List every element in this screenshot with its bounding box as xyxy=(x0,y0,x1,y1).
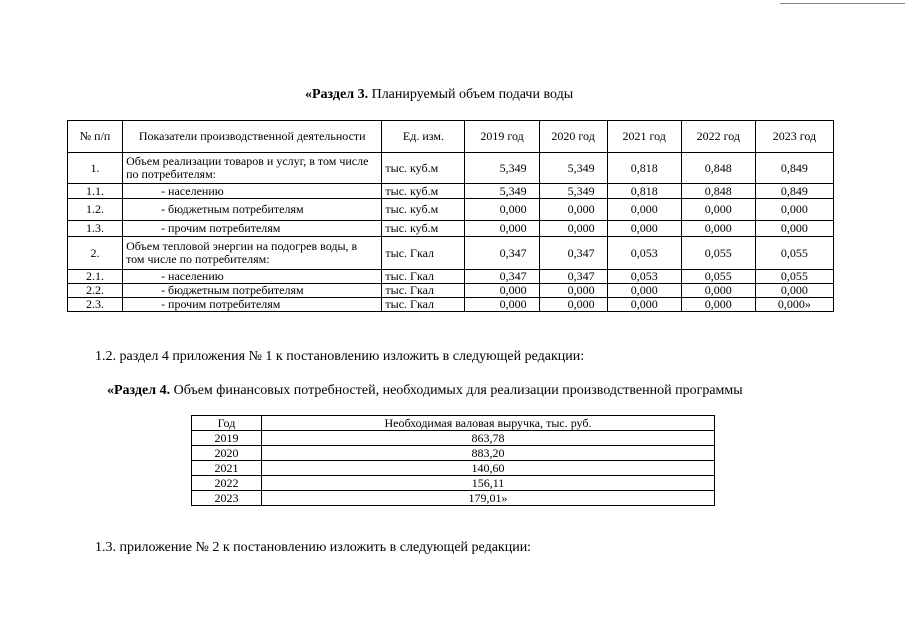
value-cell: 0,818 xyxy=(607,153,681,184)
row-number: 2. xyxy=(68,237,123,270)
indicator-name: Объем тепловой энергии на подогрев воды, в том числе по потребителям: xyxy=(123,237,382,270)
unit-cell: тыс. куб.м xyxy=(382,184,465,199)
value-cell: 0,000 xyxy=(755,284,833,298)
indicator-name: - населению xyxy=(123,184,382,199)
header-cell: № п/п xyxy=(68,121,123,153)
year-cell: 2020 xyxy=(192,446,262,461)
value-cell: 0,000 xyxy=(465,284,539,298)
value-cell: 0,347 xyxy=(539,270,607,284)
paragraph-1-3: 1.3. приложение № 2 к постановлению изложить в следующей редакции: xyxy=(95,540,532,555)
header-cell: Показатели производственной деятельности xyxy=(123,121,382,153)
header-cell: 2019 год xyxy=(465,121,539,153)
unit-cell: тыс. Гкал xyxy=(382,237,465,270)
financial-needs-table xyxy=(191,415,715,506)
table-header-row xyxy=(68,121,834,153)
table-row xyxy=(192,476,715,491)
value-cell: 0,055 xyxy=(755,237,833,270)
year-cell: 2022 xyxy=(192,476,262,491)
value-cell: 0,053 xyxy=(607,237,681,270)
value-cell: 0,000 xyxy=(681,221,755,237)
table-row xyxy=(68,153,834,184)
unit-cell: тыс. Гкал xyxy=(382,270,465,284)
value-cell: 0,000 xyxy=(539,298,607,312)
header-cell: 2023 год xyxy=(755,121,833,153)
row-number: 1.3. xyxy=(68,221,123,237)
value-cell: 0,848 xyxy=(681,153,755,184)
unit-cell: тыс. Гкал xyxy=(382,284,465,298)
value-cell: 0,849 xyxy=(755,184,833,199)
value-cell: 0,055 xyxy=(681,270,755,284)
value-cell: 0,347 xyxy=(465,270,539,284)
year-cell: 2019 xyxy=(192,431,262,446)
section-3-heading xyxy=(305,87,573,103)
row-number: 1.1. xyxy=(68,184,123,199)
value-cell: 0,000 xyxy=(607,284,681,298)
value-cell: 0,000 xyxy=(755,221,833,237)
value-cell: 0,000 xyxy=(755,199,833,221)
table-row xyxy=(68,284,834,298)
indicator-name: - бюджетным потребителям xyxy=(123,199,382,221)
table-row xyxy=(68,184,834,199)
header-cell: Год xyxy=(192,416,262,431)
table-row xyxy=(192,431,715,446)
value-cell: 0,000 xyxy=(465,221,539,237)
value-cell: 0,000 xyxy=(465,199,539,221)
value-cell: 0,055 xyxy=(681,237,755,270)
revenue-cell: 883,20 xyxy=(262,446,715,461)
value-cell: 5,349 xyxy=(539,153,607,184)
value-cell: 5,349 xyxy=(465,153,539,184)
revenue-cell: 179,01» xyxy=(262,491,715,506)
year-cell: 2023 xyxy=(192,491,262,506)
value-cell: 0,000» xyxy=(755,298,833,312)
row-number: 2.3. xyxy=(68,298,123,312)
value-cell: 0,000 xyxy=(539,221,607,237)
paragraph-1-2: 1.2. раздел 4 приложения № 1 к постановлению изложить в следующей редакции: xyxy=(95,349,585,364)
indicator-name: - населению xyxy=(123,270,382,284)
header-cell: Необходимая валовая выручка, тыс. руб. xyxy=(262,416,715,431)
value-cell: 0,848 xyxy=(681,184,755,199)
header-cell: 2021 год xyxy=(607,121,681,153)
section-4-heading-bold: «Раздел 4. xyxy=(107,383,171,398)
table-row xyxy=(68,298,834,312)
value-cell: 0,000 xyxy=(607,199,681,221)
section-3-heading-bold: «Раздел 3. xyxy=(305,87,369,102)
table-row xyxy=(192,446,715,461)
table-header-row xyxy=(192,416,715,431)
value-cell: 5,349 xyxy=(465,184,539,199)
table-row xyxy=(68,237,834,270)
revenue-cell: 140,60 xyxy=(262,461,715,476)
top-rule xyxy=(780,3,905,4)
row-number: 1.2. xyxy=(68,199,123,221)
indicator-name: - прочим потребителям xyxy=(123,298,382,312)
value-cell: 0,000 xyxy=(681,298,755,312)
header-cell: Ед. изм. xyxy=(382,121,465,153)
value-cell: 5,349 xyxy=(539,184,607,199)
section-3-heading-text: Планируемый объем подачи воды xyxy=(368,87,574,102)
value-cell: 0,818 xyxy=(607,184,681,199)
revenue-cell: 863,78 xyxy=(262,431,715,446)
value-cell: 0,347 xyxy=(539,237,607,270)
value-cell: 0,000 xyxy=(607,298,681,312)
value-cell: 0,000 xyxy=(681,284,755,298)
value-cell: 0,055 xyxy=(755,270,833,284)
unit-cell: тыс. куб.м xyxy=(382,153,465,184)
table-row xyxy=(68,270,834,284)
row-number: 1. xyxy=(68,153,123,184)
header-cell: 2020 год xyxy=(539,121,607,153)
header-cell: 2022 год xyxy=(681,121,755,153)
value-cell: 0,000 xyxy=(539,199,607,221)
revenue-cell: 156,11 xyxy=(262,476,715,491)
section-4-heading-text: Объем финансовых потребностей, необходимых для реализации производственной программы xyxy=(170,383,743,398)
value-cell: 0,000 xyxy=(607,221,681,237)
value-cell: 0,849 xyxy=(755,153,833,184)
unit-cell: тыс. куб.м xyxy=(382,221,465,237)
unit-cell: тыс. Гкал xyxy=(382,298,465,312)
row-number: 2.1. xyxy=(68,270,123,284)
indicator-name: - прочим потребителям xyxy=(123,221,382,237)
year-cell: 2021 xyxy=(192,461,262,476)
unit-cell: тыс. куб.м xyxy=(382,199,465,221)
value-cell: 0,000 xyxy=(465,298,539,312)
value-cell: 0,000 xyxy=(681,199,755,221)
value-cell: 0,347 xyxy=(465,237,539,270)
table-row xyxy=(192,491,715,506)
row-number: 2.2. xyxy=(68,284,123,298)
value-cell: 0,053 xyxy=(607,270,681,284)
indicator-name: - бюджетным потребителям xyxy=(123,284,382,298)
value-cell: 0,000 xyxy=(539,284,607,298)
water-supply-table xyxy=(67,120,834,312)
table-row xyxy=(68,199,834,221)
section-4-heading xyxy=(107,383,743,399)
table-row xyxy=(68,221,834,237)
table-row xyxy=(192,461,715,476)
indicator-name: Объем реализации товаров и услуг, в том числе по потребителям: xyxy=(123,153,382,184)
